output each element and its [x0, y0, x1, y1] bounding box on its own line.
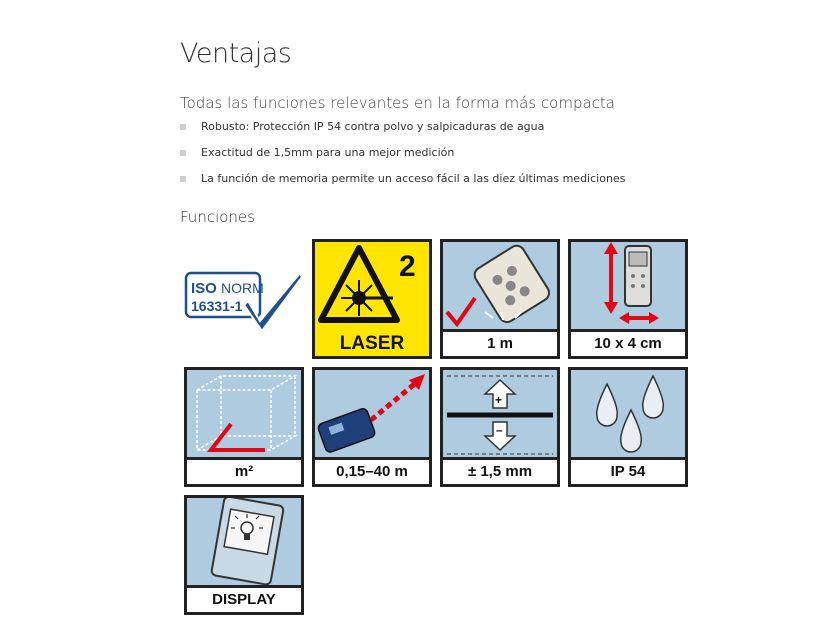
laser-label: LASER: [315, 332, 429, 356]
bullet-square-icon: [180, 124, 186, 130]
accuracy-label: ± 1,5 mm: [443, 457, 557, 484]
drop-test-icon: [443, 242, 557, 332]
list-item: La función de memoria permite un acceso fácil a las diez últimas mediciones: [180, 170, 625, 196]
advantages-list: [180, 118, 625, 196]
svg-text:ISO: ISO: [191, 280, 217, 297]
ip-rating-tile: [568, 367, 688, 487]
page-title: Ventajas: [180, 38, 292, 69]
area-measurement-icon: [187, 370, 301, 460]
ip-rating-label: IP 54: [571, 457, 685, 484]
list-item: Exactitud de 1,5mm para una mejor medición: [180, 144, 625, 170]
water-drops-icon: [571, 370, 685, 460]
iso-norm-badge: [184, 239, 304, 359]
svg-text:2: 2: [399, 250, 416, 283]
range-label: 0,15–40 m: [315, 457, 429, 484]
svg-text:16331-1: 16331-1: [191, 298, 243, 314]
svg-text:–: –: [496, 423, 503, 437]
accuracy-tile: [440, 367, 560, 487]
display-tile: [184, 495, 304, 615]
display-label: DISPLAY: [187, 585, 301, 612]
accuracy-icon: [443, 370, 557, 460]
drop-height-label: 1 m: [443, 329, 557, 356]
device-size-tile: [568, 239, 688, 359]
iso-checkmark-icon: [184, 239, 304, 359]
bullet-square-icon: [180, 150, 186, 156]
svg-text:NORM: NORM: [221, 280, 264, 296]
area-label: m²: [187, 457, 301, 484]
device-size-icon: [571, 242, 685, 332]
illuminated-display-icon: [187, 498, 301, 588]
distance-range-icon: [315, 370, 429, 460]
advantages-subtitle: Todas las funciones relevantes en la forma más compacta: [180, 94, 615, 112]
device-size-label: 10 x 4 cm: [571, 329, 685, 356]
laser-class-tile: [312, 239, 432, 359]
area-tile: [184, 367, 304, 487]
bullet-square-icon: [180, 176, 186, 182]
range-tile: [312, 367, 432, 487]
list-item: Robusto: Protección IP 54 contra polvo y salpicaduras de agua: [180, 118, 625, 144]
drop-test-tile: [440, 239, 560, 359]
svg-text:+: +: [495, 393, 503, 407]
laser-class-2-icon: [315, 242, 429, 332]
functions-heading: Funciones: [180, 208, 255, 226]
